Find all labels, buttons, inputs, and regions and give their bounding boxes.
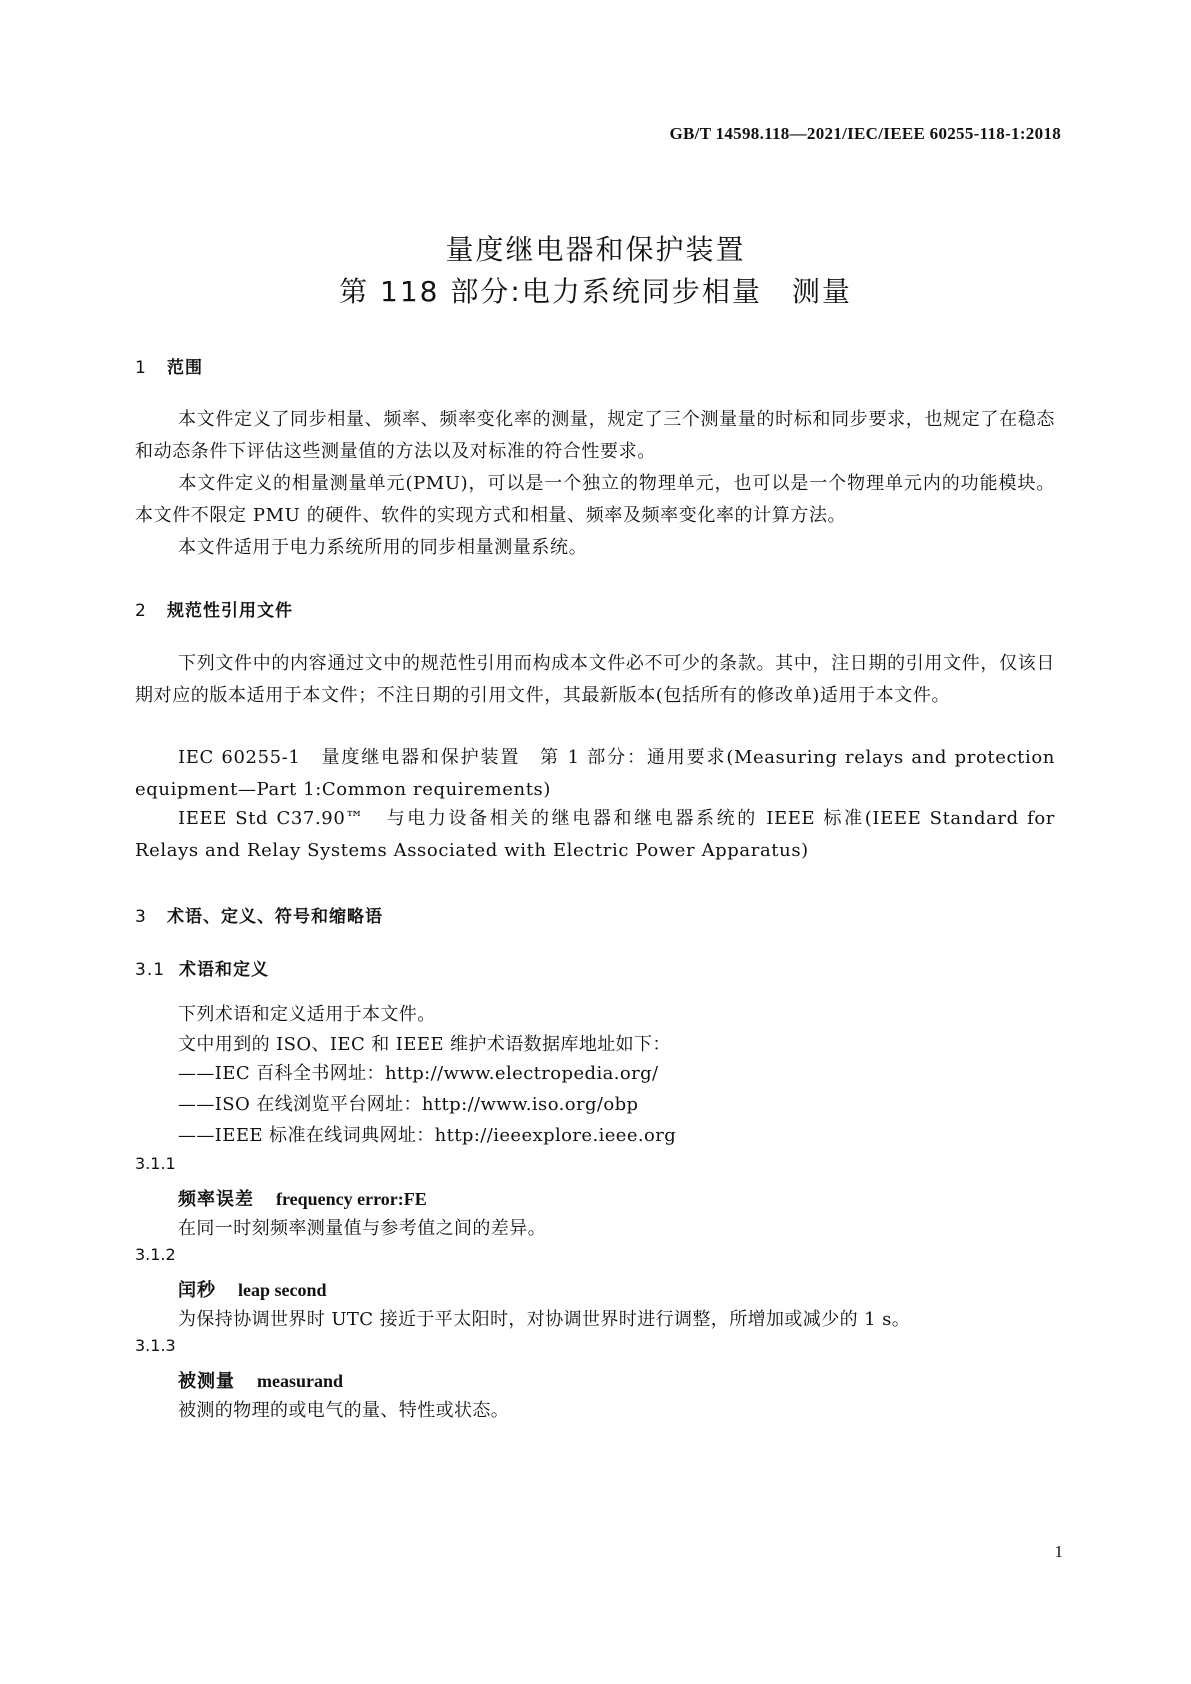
subsection-3-1-heading xyxy=(135,955,269,980)
section-number: 3 xyxy=(135,907,147,927)
document-id: GB/T 14598.118—2021/IEC/IEEE 60255-118-1:2018 xyxy=(669,124,1061,143)
database-link-iso: ——ISO 在线浏览平台网址：http://www.iso.org/obp xyxy=(178,1094,639,1115)
section-1-paragraph-2 xyxy=(135,468,1055,532)
term-definition: 被测的物理的或电气的量、特性或状态。 xyxy=(178,1400,510,1421)
term-chinese: 被测量 xyxy=(178,1371,235,1392)
section-1-paragraph-1 xyxy=(135,404,1055,468)
page-number: 1 xyxy=(1054,1542,1063,1561)
term-entry xyxy=(178,1276,327,1302)
section-title: 术语、定义、符号和缩略语 xyxy=(167,907,383,927)
paragraph-text: 本文件定义的相量测量单元(PMU)，可以是一个独立的物理单元，也可以是一个物理单元内的功能模块。本文件不限定 PMU 的硬件、软件的实现方式和相量、频率及频率变化率的计算方法。 xyxy=(135,473,1055,526)
term-number: 3.1.3 xyxy=(135,1336,176,1355)
term-english: measurand xyxy=(257,1371,344,1391)
paragraph-text: 本文件定义了同步相量、频率、频率变化率的测量，规定了三个测量量的时标和同步要求，也规定了在稳态和动态条件下评估这些测量值的方法以及对标准的符合性要求。 xyxy=(135,409,1055,462)
reference-ieee-c37-90 xyxy=(135,803,1055,867)
section-2-heading xyxy=(135,596,293,621)
database-link-ieee: ——IEEE 标准在线词典网址：http://ieeexplore.ieee.org xyxy=(178,1125,677,1146)
term-definition: 为保持协调世界时 UTC 接近于平太阳时，对协调世界时进行调整，所增加或减少的 1 s。 xyxy=(178,1309,911,1330)
term-number: 3.1.1 xyxy=(135,1154,176,1173)
terms-intro-1: 下列术语和定义适用于本文件。 xyxy=(178,1004,436,1025)
title-line-1: 量度继电器和保护装置 xyxy=(445,233,746,266)
paragraph-text: 下列文件中的内容通过文中的规范性引用而构成本文件必不可少的条款。其中，注日期的引用文件，仅该日期对应的版本适用于本文件；不注日期的引用文件，其最新版本(包括所有的修改单)适用于本文件。 xyxy=(135,653,1055,706)
database-link-iec: ——IEC 百科全书网址：http://www.electropedia.org/ xyxy=(178,1063,659,1084)
section-1-heading xyxy=(135,353,203,378)
term-chinese: 频率误差 xyxy=(178,1189,254,1210)
terms-intro-2: 文中用到的 ISO、IEC 和 IEEE 维护术语数据库地址如下： xyxy=(178,1034,671,1055)
subsection-number: 3.1 xyxy=(135,960,166,980)
term-chinese: 闰秒 xyxy=(178,1280,216,1301)
term-definition: 在同一时刻频率测量值与参考值之间的差异。 xyxy=(178,1218,546,1239)
reference-iec-60255-1 xyxy=(135,742,1055,806)
section-title: 规范性引用文件 xyxy=(167,601,293,621)
section-2-paragraph-1 xyxy=(135,648,1055,712)
section-title: 范围 xyxy=(167,358,203,378)
term-english: frequency error:FE xyxy=(276,1189,427,1209)
term-entry xyxy=(178,1367,343,1393)
section-3-heading xyxy=(135,902,383,927)
section-1-paragraph-3 xyxy=(135,532,1055,564)
reference-text: IEC 60255-1 量度继电器和保护装置 第 1 部分：通用要求(Measuring relays and protection equipment—Part 1:Common requirements) xyxy=(135,747,1055,800)
section-number: 2 xyxy=(135,601,147,621)
reference-text: IEEE Std C37.90™ 与电力设备相关的继电器和继电器系统的 IEEE 标准(IEEE Standard for Relays and Relay Systems Associated with Electric Power Apparatus) xyxy=(135,808,1055,861)
section-number: 1 xyxy=(135,358,147,378)
subsection-title: 术语和定义 xyxy=(179,960,269,980)
term-entry xyxy=(178,1185,427,1211)
title-line-2: 第 118 部分:电力系统同步相量 测量 xyxy=(339,275,852,308)
term-number: 3.1.2 xyxy=(135,1245,176,1264)
paragraph-text: 本文件适用于电力系统所用的同步相量测量系统。 xyxy=(178,537,588,558)
term-english: leap second xyxy=(238,1280,327,1300)
